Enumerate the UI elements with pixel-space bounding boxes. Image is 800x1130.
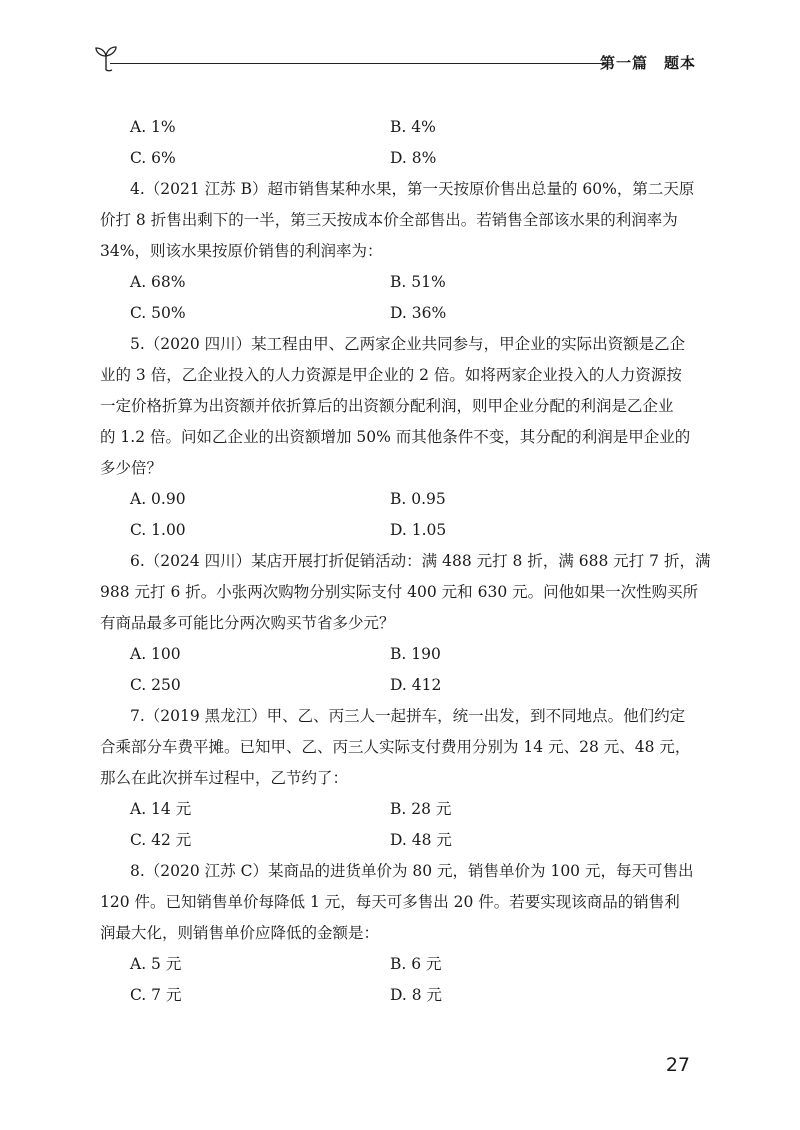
option-a: A. 1% [130, 118, 176, 136]
question-text-line: 多少倍？ [100, 459, 163, 477]
page-header [88, 40, 700, 80]
option-a: A. 100 [130, 645, 181, 663]
option-c: C. 50% [130, 304, 186, 322]
question-text-line: 7.（2019 黑龙江）甲、乙、丙三人一起拼车，统一出发，到不同地点。他们约定 [130, 707, 686, 725]
question-text-line: 那么在此次拼车过程中，乙节约了： [100, 769, 349, 787]
question-4 [100, 174, 695, 329]
question-text-line: 合乘部分车费平摊。已知甲、乙、丙三人实际支付费用分别为 14 元、28 元、48 元， [100, 738, 691, 756]
question-text-line: 8.（2020 江苏 C）某商品的进货单价为 80 元，销售单价为 100 元，每天可售出 [130, 862, 694, 880]
question-text-line: 价打 8 折售出剩下的一半，第三天按成本价全部售出。若销售全部该水果的利润率为 [100, 211, 678, 229]
option-row [130, 949, 690, 980]
option-row [130, 267, 690, 298]
question-text-line: 34%，则该水果按原价销售的利润率为： [100, 242, 383, 260]
question-text-line: 的 1.2 倍。问如乙企业的出资额增加 50% 而其他条件不变，其分配的利润是甲企业的 [100, 428, 691, 446]
option-row [130, 825, 690, 856]
question-7 [100, 701, 691, 856]
option-d: D. 1.05 [390, 521, 447, 539]
question-text-line: 988 元打 6 折。小张两次购物分别实际支付 400 元和 630 元。问他如果一次性购买所 [100, 583, 699, 601]
question-text-line: 5.（2020 四川）某工程由甲、乙两家企业共同参与，甲企业的实际出资额是乙企 [130, 335, 686, 353]
option-a: A. 0.90 [130, 490, 186, 508]
option-b: B. 4% [390, 118, 436, 136]
option-d: D. 48 元 [390, 831, 452, 849]
option-c: C. 250 [130, 676, 181, 694]
option-d: D. 36% [390, 304, 447, 322]
question-6 [100, 546, 711, 701]
option-d: D. 412 [390, 676, 442, 694]
option-b: B. 0.95 [390, 490, 446, 508]
option-c: C. 7 元 [130, 986, 182, 1004]
option-c: C. 6% [130, 149, 176, 167]
option-row [130, 484, 690, 515]
option-row [130, 112, 690, 143]
questions-container [100, 174, 711, 1011]
header-rule [110, 63, 606, 64]
option-row [130, 980, 690, 1011]
question-text-line: 业的 3 倍，乙企业投入的人力资源是甲企业的 2 倍。如将两家企业投入的人力资源按 [100, 366, 682, 384]
option-a: A. 68% [130, 273, 186, 291]
option-row [130, 639, 690, 670]
question-8 [100, 856, 694, 1011]
option-row [130, 515, 690, 546]
page-number: 27 [665, 1054, 690, 1076]
sprout-icon [88, 40, 124, 76]
option-b: B. 51% [390, 273, 446, 291]
option-b: B. 190 [390, 645, 441, 663]
option-row [130, 143, 690, 174]
question-text-line: 一定价格折算为出资额并依折算后的出资额分配利润，则甲企业分配的利润是乙企业 [100, 397, 674, 415]
question-text-line: 4.（2021 江苏 B）超市销售某种水果，第一天按原价售出总量的 60%，第二天原 [130, 180, 695, 198]
option-d: D. 8 元 [390, 986, 443, 1004]
option-c: C. 42 元 [130, 831, 192, 849]
option-row [130, 794, 690, 825]
option-a: A. 14 元 [130, 800, 192, 818]
option-row [130, 670, 690, 701]
option-b: B. 28 元 [390, 800, 452, 818]
option-row [130, 298, 690, 329]
question-text-line: 6.（2024 四川）某店开展打折促销活动：满 488 元打 8 折，满 688 元打 7 折，满 [130, 552, 711, 570]
question-5 [100, 329, 691, 546]
question-text-line: 润最大化，则销售单价应降低的金额是： [100, 924, 380, 942]
header-title: 第一篇 题本 [599, 54, 696, 72]
option-d: D. 8% [390, 149, 437, 167]
question-3-options [130, 112, 690, 174]
question-text-line: 有商品最多可能比分两次购买节省多少元？ [100, 614, 395, 632]
option-a: A. 5 元 [130, 955, 182, 973]
option-b: B. 6 元 [390, 955, 442, 973]
question-list [100, 112, 711, 1011]
question-text-line: 120 件。已知销售单价每降低 1 元，每天可多售出 20 件。若要实现该商品的销售利 [100, 893, 680, 911]
option-c: C. 1.00 [130, 521, 186, 539]
